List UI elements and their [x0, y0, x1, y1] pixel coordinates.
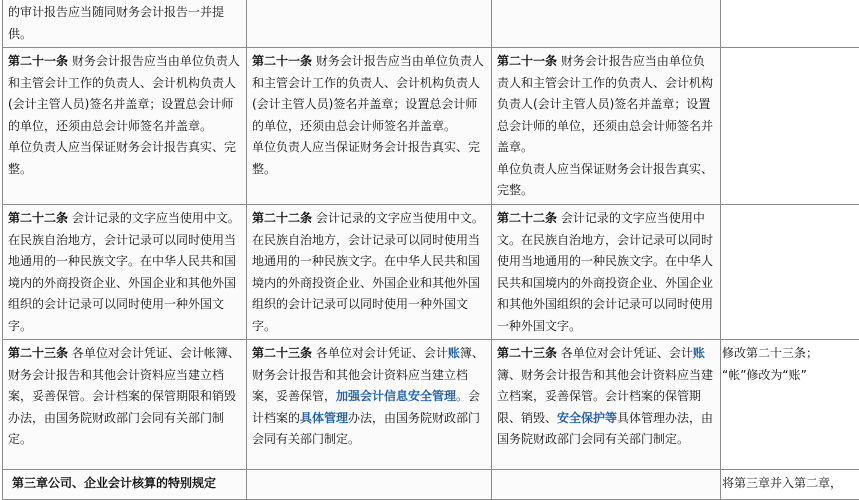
cell-text: 财务会计报告应当由单位负责人和主管会计工作的负责人、会计机构负责人(会计主管人员)签名并盖章；设置总会计师的单位，还须由总会计师签名并盖章。 [8, 54, 240, 133]
article-number: 第二十二条 [497, 211, 557, 225]
chapter-heading: 第三章公司、企业会计核算的特别规定 [8, 473, 241, 495]
table-cell [3, 0, 247, 48]
cell-text: 具体管理办法，由国务院财政部门会同有关部门制定。 [497, 411, 713, 447]
cell-text: 单位负责人应当保证财务会计报告真实、完整。 [497, 159, 715, 202]
article-number: 第二十三条 [497, 346, 557, 360]
cell-text: 簿、财务会计报告和其他会计资料应当建立档案，妥善保管， [252, 346, 484, 403]
note-text: “帐”修改为“账” [722, 365, 855, 387]
note-text: 将第三章并入第二章， [722, 473, 855, 495]
table-row [3, 470, 859, 500]
cell-text: 会计记录的文字应当使用中文。在民族自治地方，会计记录可以同时使用当地通用的一种民族文字。在中华人民共和国境内的外商投资企业、外国企业和其他外国组织的会计记录可以同时使用一种外国文字。 [8, 211, 240, 333]
table-row [3, 205, 859, 340]
cell-text: 单位负责人应当保证财务会计报告真实、完整。 [8, 137, 241, 180]
cell-text: 办法，由国务院财政部门会同有关部门制定。 [252, 411, 480, 447]
table-cell [721, 470, 859, 500]
cell-text: 。会计档案的 [252, 389, 480, 425]
cell-text: 会计记录的文字应当使用中文。在民族自治地方，会计记录可以同时使用当地通用的一种民族文字。在中华人民共和国境内的外商投资企业、外国企业和其他外国组织的会计记录可以同时使用一种外国文字。 [252, 211, 484, 333]
article-number: 第二十一条 [252, 54, 312, 68]
cell-text: 各单位对会计凭证、会计 [557, 346, 693, 360]
cell-text: 各单位对会计凭证、会计帐簿、财务会计报告和其他会计资料应当建立档案，妥善保管。会计档案的保管期限和销毁办法，由国务院财政部门会同有关部门制定。 [8, 346, 240, 446]
cell-text: 单位负责人应当保证财务会计报告真实、完整。 [252, 137, 486, 180]
cell-text: 财务会计报告应当由单位负责人和主管会计工作的负责人、会计机构负责人(会计主管人员)签名并盖章；设置总会计师的单位，还须由总会计师签名并盖章。 [497, 54, 713, 154]
table-cell [492, 48, 721, 205]
note-text: 修改第二十三条； [722, 343, 855, 365]
table-cell [492, 470, 721, 500]
cell-text: 簿、财务会计报告和其他会计资料应当建立档案，妥善保管。会计档案的保管期限、销毁、 [497, 368, 713, 425]
table-cell [721, 48, 859, 205]
amended-text: 加强会计信息安全管理 [336, 389, 456, 403]
article-number: 第二十三条 [8, 346, 68, 360]
article-number: 第二十一条 [497, 54, 557, 68]
table-cell [721, 205, 859, 340]
article-number: 第二十二条 [8, 211, 68, 225]
table-cell [247, 205, 492, 340]
table-row [3, 48, 859, 205]
table-cell [492, 340, 721, 470]
amended-text: 账 [448, 346, 460, 360]
table-cell [721, 0, 859, 48]
table-cell [721, 340, 859, 470]
article-number: 第二十一条 [8, 54, 68, 68]
table-row [3, 0, 859, 48]
amended-text: 账 [693, 346, 705, 360]
table-cell [3, 205, 247, 340]
comparison-table [2, 0, 859, 500]
table-cell [247, 470, 492, 500]
cell-text: 财务会计报告应当由单位负责人和主管会计工作的负责人、会计机构负责人(会计主管人员)签名并盖章；设置总会计师的单位，还须由总会计师签名并盖章。 [252, 54, 484, 133]
amended-text: 安全保护等 [557, 411, 617, 425]
table-cell [492, 0, 721, 48]
table-cell [492, 205, 721, 340]
article-number: 第二十三条 [252, 346, 312, 360]
table-cell [247, 0, 492, 48]
article-number: 第二十二条 [252, 211, 312, 225]
table-cell [247, 48, 492, 205]
table-cell [247, 340, 492, 470]
table-cell [3, 340, 247, 470]
cell-text: 各单位对会计凭证、会计 [312, 346, 448, 360]
cell-text: 会计记录的文字应当使用中文。在民族自治地方，会计记录可以同时使用当地通用的一种民族文字。在中华人民共和国境内的外商投资企业、外国企业和其他外国组织的会计记录可以同时使用一种外国文字。 [497, 211, 713, 333]
amended-text: 具体管理 [300, 411, 348, 425]
table-cell [3, 48, 247, 205]
cell-text: 的审计报告应当随同财务会计报告一并提供。 [8, 2, 241, 45]
table-cell [3, 470, 247, 500]
table-row [3, 340, 859, 470]
